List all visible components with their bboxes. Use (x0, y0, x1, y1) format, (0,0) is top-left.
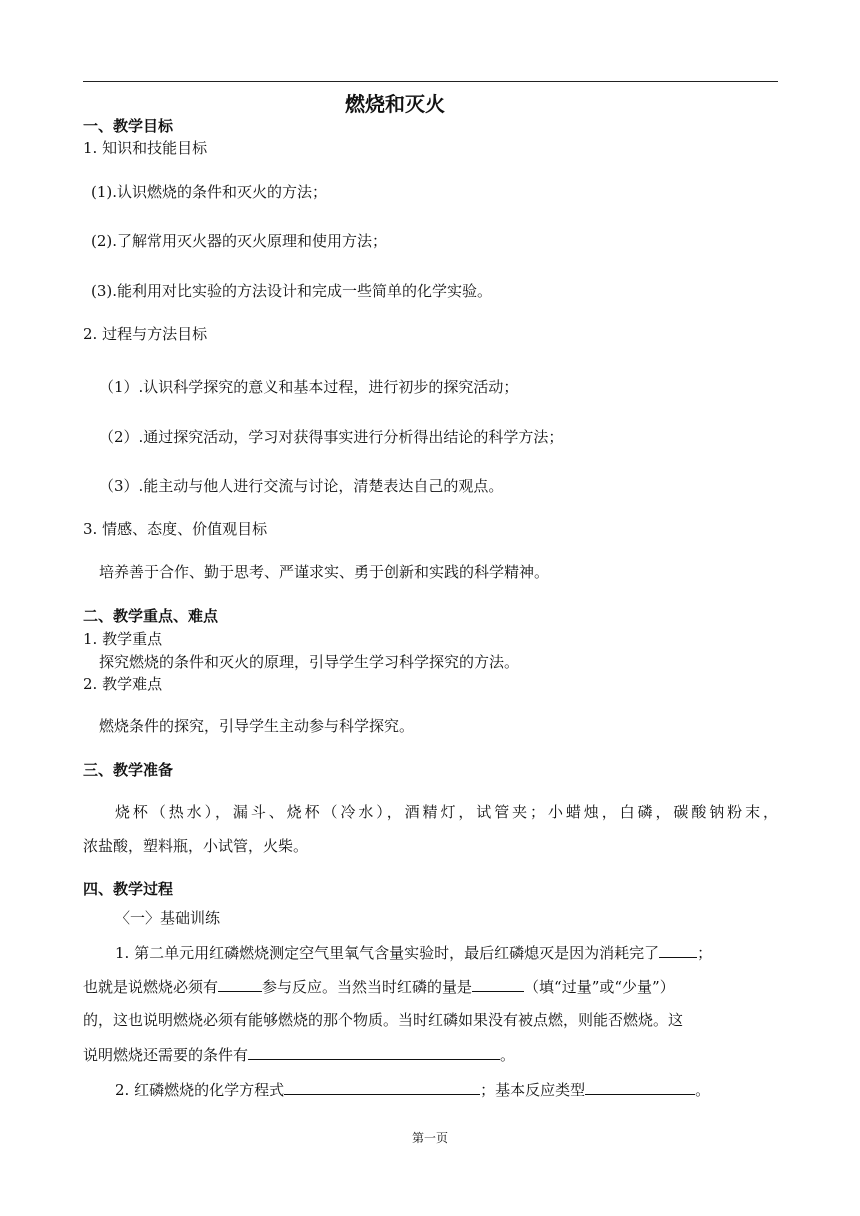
question-line (115, 1080, 710, 1099)
question-text: 。 (695, 1081, 711, 1099)
objective-item: （3）.能主动与他人进行交流与讨论，清楚表达自己的观点。 (99, 477, 504, 495)
paragraph-text: 燃烧条件的探究，引导学生主动参与科学探究。 (99, 717, 415, 735)
objective-item: （1）.认识科学探究的意义和基本过程，进行初步的探究活动； (99, 378, 519, 396)
subheading: 3. 情感、态度、价值观目标 (83, 520, 268, 538)
question-text: ；基本反应类型 (480, 1081, 586, 1099)
question-line (115, 943, 712, 962)
question-text: 2. 红磷燃烧的化学方程式 (115, 1081, 285, 1099)
paragraph-text: 烧杯（热水），漏斗、烧杯（冷水），酒精灯，试管夹；小蜡烛，白磷，碳酸钠粉末， (115, 803, 778, 821)
answer-blank[interactable] (248, 1045, 500, 1060)
answer-blank[interactable] (659, 943, 697, 958)
question-text: ； (697, 944, 713, 962)
question-text: 也就是说燃烧必须有 (83, 978, 219, 996)
question-line: 的，这也说明燃烧必须有能够燃烧的那个物质。当时红磷如果没有被点燃，则能否燃烧。这 (83, 1011, 684, 1029)
section-heading: 一、教学目标 (83, 117, 174, 135)
subheading: 2. 教学难点 (83, 675, 163, 693)
subheading: 2. 过程与方法目标 (83, 325, 208, 343)
objective-item: 培养善于合作、勤于思考、严谨求实、勇于创新和实践的科学精神。 (99, 563, 550, 581)
page-title: 燃烧和灭火 (345, 92, 445, 116)
subheading: 1. 教学重点 (83, 630, 163, 648)
objective-item: (3).能利用对比实验的方法设计和完成一些简单的化学实验。 (91, 282, 493, 300)
paragraph-text: 浓盐酸，塑料瓶，小试管，火柴。 (83, 837, 309, 855)
objective-item: （2）.通过探究活动，学习对获得事实进行分析得出结论的科学方法； (99, 428, 564, 446)
objective-item: (2).了解常用灭火器的灭火原理和使用方法； (91, 232, 388, 250)
question-text: 1. 第二单元用红磷燃烧测定空气里氧气含量实验时，最后红磷熄灭是因为消耗完了 (115, 944, 660, 962)
answer-blank[interactable] (472, 977, 524, 992)
page-footer: 第一页 (411, 1131, 448, 1145)
answer-blank[interactable] (284, 1080, 480, 1095)
question-line (83, 977, 675, 996)
question-text: 参与反应。当然当时红磷的量是 (262, 978, 473, 996)
answer-blank[interactable] (218, 977, 262, 992)
question-text: 说明燃烧还需要的条件有 (83, 1046, 249, 1064)
answer-blank[interactable] (585, 1080, 695, 1095)
section-heading: 二、教学重点、难点 (83, 607, 219, 625)
question-line (83, 1045, 515, 1064)
header-rule (83, 81, 778, 82)
section-heading: 四、教学过程 (83, 880, 174, 898)
question-text: 。 (500, 1046, 516, 1064)
subheading: 1. 知识和技能目标 (83, 139, 208, 157)
section-heading: 三、教学准备 (83, 761, 174, 779)
subheading: 〈一〉基础训练 (115, 909, 221, 927)
question-text: （填“过量”或“少量”） (524, 978, 675, 996)
paragraph-text: 探究燃烧的条件和灭火的原理，引导学生学习科学探究的方法。 (99, 653, 520, 671)
objective-item: (1).认识燃烧的条件和灭火的方法； (91, 183, 328, 201)
